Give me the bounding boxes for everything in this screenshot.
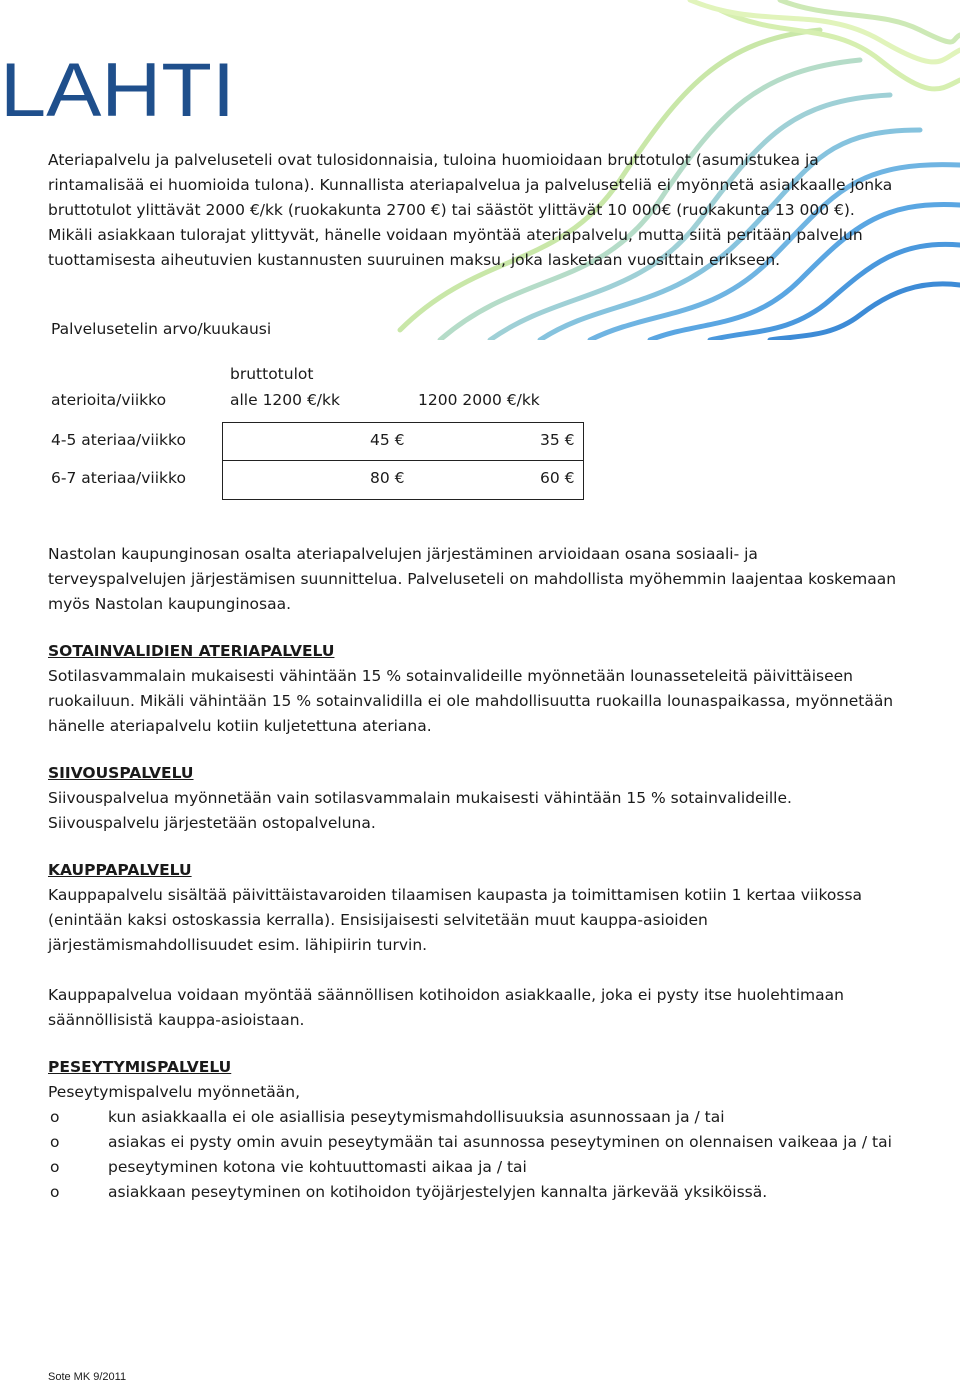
section-sotainvalidien <box>48 639 898 739</box>
nastola-paragraph: Nastolan kaupunginosan osalta ateriapalvelujen järjestäminen arvioidaan osana sosiaali- ja terveyspalvelujen järjestämisen suunnittelua. Palveluseteli on mahdollista myöhemmin laajentaa koskemaan myös Nastolan kaupunginosaa. <box>48 545 897 613</box>
lahti-logo <box>0 60 240 120</box>
section-text-2: Kauppapalvelua voidaan myöntää säännöllisen kotihoidon asiakkaalle, joka ei pysty itse huolehtimaan säännöllisistä kauppa-asioistaan. <box>48 986 844 1029</box>
section-text: Siivouspalvelua myönnetään vain sotilasvammalain mukaisesti vähintään 15 % sotainvalideille. Siivouspalvelu järjestetään ostopalveluna. <box>48 789 792 832</box>
intro-paragraph: Ateriapalvelu ja palveluseteli ovat tulosidonnaisia, tuloina huomioidaan bruttotulot (asumistukea ja rintamalisää ei huomioida tulona). Kunnallista ateriapalvelua ja palveluseteliä ei myönnetä asiakkaalle jonka bruttotulot ylittävät 2000 €/kk (ruokakunta 2700 €) tai säästöt ylittävät 10 000€ (ruokakunta 13 000 €). Mikäli asiakkaan tulorajat ylittyvät, hänelle voidaan myöntää ateriapalvelu, mutta siitä peritään palvelun tuottamisesta aiheutuvien kustannusten suuruinen maksu, joka lasketaan vuosittain erikseen. <box>48 151 893 269</box>
section-text: Sotilasvammalain mukaisesti vähintään 15 % sotainvalideille myönnetään lounasseteleitä päivittäiseen ruokailuun. Mikäli vähintään 15 % sotainvalidilla ei ole mahdollisuutta ruokailla lounaspaikassa, myönnetään hänelle ateriapalvelu kotiin kuljetettuna ateriana. <box>48 667 894 735</box>
voucher-col-mid: 1200 2000 €/kk <box>418 391 540 409</box>
section-heading: SOTAINVALIDIEN ATERIAPALVELU <box>48 642 335 660</box>
voucher-value: 80 € <box>370 469 405 487</box>
section-peseytymis <box>48 1055 898 1205</box>
section-kauppa <box>48 858 898 1033</box>
bullet-marker: o <box>50 1158 60 1176</box>
bullet-marker: o <box>50 1133 60 1151</box>
list-item-text: peseytyminen kotona vie kohtuuttomasti aikaa ja / tai <box>108 1158 527 1176</box>
list-item <box>48 1155 898 1180</box>
section-siivous <box>48 761 898 836</box>
voucher-col-low: alle 1200 €/kk <box>230 391 340 409</box>
footer: Sote MK 9/2011 <box>48 1371 127 1383</box>
section-text: Kauppapalvelu sisältää päivittäistavaroiden tilaamisen kaupasta ja toimittamisen kotiin 1 kertaa viikossa (enintään kaksi ostoskassia kerralla). Ensisijaisesti selvitetään muut kauppa-asioiden järjestämismahdollisuudet esim. lähipiirin turvin. <box>48 886 863 954</box>
section-heading: PESEYTYMISPALVELU <box>48 1058 232 1076</box>
peseytymis-list <box>48 1105 898 1205</box>
bullet-marker: o <box>50 1108 60 1126</box>
section-heading: KAUPPAPALVELU <box>48 861 192 879</box>
list-item-text: asiakas ei pysty omin avuin peseytymään tai asunnossa peseytyminen on olennaisen vaikeaa ja / tai <box>108 1133 892 1151</box>
voucher-value: 35 € <box>540 431 575 449</box>
voucher-title: Palvelusetelin arvo/kuukausi <box>51 320 272 338</box>
list-item <box>48 1105 898 1130</box>
voucher-row-header: aterioita/viikko <box>51 391 167 409</box>
lahti-logo-text: LAHTI <box>0 60 235 120</box>
voucher-value: 60 € <box>540 469 575 487</box>
voucher-group-header: bruttotulot <box>230 365 314 383</box>
list-item <box>48 1130 898 1155</box>
list-item-text: asiakkaan peseytyminen on kotihoidon työjärjestelyjen kannalta järkevää yksiköissä. <box>108 1183 768 1201</box>
document-body <box>48 148 898 1205</box>
voucher-table <box>48 362 898 502</box>
bullet-marker: o <box>50 1183 60 1201</box>
list-item <box>48 1180 898 1205</box>
voucher-value: 45 € <box>370 431 405 449</box>
section-heading: SIIVOUSPALVELU <box>48 764 194 782</box>
list-item-text: kun asiakkaalla ei ole asiallisia peseytymismahdollisuuksia asunnossaan ja / tai <box>108 1108 725 1126</box>
voucher-row-label: 6-7 ateriaa/viikko <box>51 469 186 487</box>
voucher-row-label: 4-5 ateriaa/viikko <box>51 431 186 449</box>
section-intro: Peseytymispalvelu myönnetään, <box>48 1083 301 1101</box>
